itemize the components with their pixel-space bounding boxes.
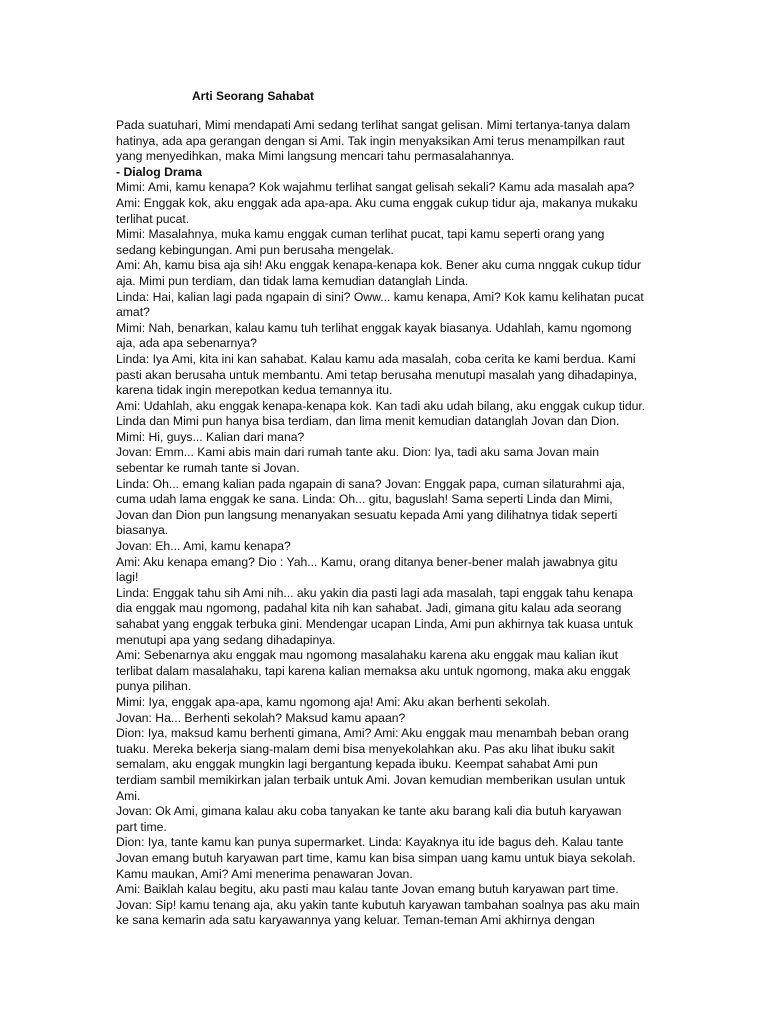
text-line: Ami: Ah, kamu bisa aja sih! Aku enggak kenapa-kenapa kok. Bener aku cuma nnggak cukup tidur [116, 258, 642, 273]
text-line: Linda: Oh... emang kalian pada ngapain di sana? Jovan: Enggak papa, cuman silaturahmi aja, [116, 476, 625, 491]
text-line: karena tidak ingin merepotkan kedua temannya itu. [116, 383, 393, 398]
text-line: Ami. [116, 788, 141, 803]
text-line: semalam, aku enggak mungkin lagi bergantung kepada ibuku. Keempat sahabat Ami pun [116, 757, 598, 772]
document-title: Arti Seorang Sahabat [192, 89, 315, 103]
text-line: hatinya, ada apa gerangan dengan si Ami. Tak ingin menyaksikan Ami terus menampilkan raut [116, 133, 625, 148]
text-line: Mimi: Ami, kamu kenapa? Kok wajahmu terlihat sangat gelisah sekali? Kamu ada masalah apa? [116, 180, 635, 195]
text-line: aja. Mimi pun terdiam, dan tidak lama kemudian datanglah Linda. [116, 273, 469, 288]
text-line: dia enggak mau ngomong, padahal kita nih kan sahabat. Jadi, gimana gitu kalau ada seorang [116, 601, 622, 616]
text-line: tuaku. Mereka bekerja siang-malam demi bisa menyekolahkan aku. Pas aku lihat ibuku sakit [116, 741, 615, 756]
text-line: Jovan: Ok Ami, gimana kalau aku coba tanyakan ke tante aku barang kali dia butuh karyawan [116, 804, 622, 819]
text-line: Dion: Iya, maksud kamu berhenti gimana, Ami? Ami: Aku enggak mau menambah beban orang [116, 726, 629, 741]
text-line: sebentar ke rumah tante si Jovan. [116, 461, 300, 476]
text-line: cuma udah lama enggak ke sana. Linda: Oh... gitu, baguslah! Sama seperti Linda dan Mimi, [116, 492, 613, 507]
text-line: Ami: Udahlah, aku enggak kenapa-kenapa kok. Kan tadi aku udah bilang, aku enggak cukup tidur. [116, 398, 646, 413]
text-line: sedang kebingungan. Ami pun berusaha mengelak. [116, 242, 394, 257]
text-line: terlibat dalam masalahaku, tapi karena kalian memaksa aku untuk ngomong, maka aku enggak [116, 663, 631, 678]
text-line: Jovan: Sip! kamu tenang aja, aku yakin tante kubutuh karyawan tambahan soalnya pas aku main [116, 897, 640, 912]
text-line: amat? [116, 305, 150, 320]
text-line: Jovan: Ha... Berhenti sekolah? Maksud kamu apaan? [116, 710, 406, 725]
text-line: lagi! [116, 570, 139, 585]
text-line: Kamu maukan, Ami? Ami menerima penawaran Jovan. [116, 866, 413, 881]
text-line: Dion: Iya, tante kamu kan punya supermarket. Linda: Kayaknya itu ide bagus deh. Kalau tante [116, 835, 624, 850]
text-line: Jovan dan Dion pun langsung menanyakan sesuatu kepada Ami yang dilihatnya tidak seperti [116, 507, 618, 522]
text-line: Linda dan Mimi pun hanya bisa terdiam, dan lima menit kemudian datanglah Jovan dan Dion. [116, 414, 620, 429]
text-line: Mimi: Hi, guys... Kalian dari mana? [116, 429, 305, 444]
text-line: Mimi: Masalahnya, muka kamu enggak cuman terlihat pucat, tapi kamu seperti orang yang [116, 227, 605, 242]
text-line: Mimi: Nah, benarkan, kalau kamu tuh terlihat enggak kayak biasanya. Udahlah, kamu ngomong [116, 320, 632, 335]
text-line: Ami: Sebenarnya aku enggak mau ngomong masalahaku karena aku enggak mau kalian ikut [116, 648, 619, 663]
text-line: Ami: Aku kenapa emang? Dio : Yah... Kamu, orang ditanya bener-bener malah jawabnya gitu [116, 554, 618, 569]
text-line: Linda: Enggak tahu sih Ami nih... aku yakin dia pasti lagi ada masalah, tapi enggak tahu kenapa [116, 585, 633, 600]
text-line: aja, ada apa sebenarnya? [116, 336, 257, 351]
text-line: Ami: Baiklah kalau begitu, aku pasti mau kalau tante Jovan emang butuh karyawan part time. [116, 882, 619, 897]
text-line: Mimi: Iya, enggak apa-apa, kamu ngomong aja! Ami: Aku akan berhenti sekolah. [116, 694, 551, 709]
text-line: biasanya. [116, 523, 169, 538]
text-line: Ami: Enggak kok, aku enggak ada apa-apa. Aku cuma enggak cukup tidur aja, makanya mukaku [116, 195, 638, 210]
document-body [116, 118, 656, 929]
text-line: Pada suatuhari, Mimi mendapati Ami sedang terlihat sangat gelisan. Mimi tertanya-tanya dalam [116, 118, 631, 132]
text-line: Jovan: Eh... Ami, kamu kenapa? [116, 539, 291, 554]
text-line: terdiam sambil memikirkan jalan terbaik untuk Ami. Jovan kemudian memberikan usulan untuk [116, 772, 626, 787]
text-line: pasti akan berusaha untuk membantu. Ami tetap berusaha menutupi masalah yang dihadapinya, [116, 367, 638, 382]
text-line: terlihat pucat. [116, 211, 190, 226]
text-line: Linda: Iya Ami, kita ini kan sahabat. Kalau kamu ada masalah, coba cerita ke kami berdua. Kami [116, 351, 636, 366]
text-line: Jovan: Emm... Kami abis main dari rumah tante aku. Dion: Iya, tadi aku sama Jovan main [116, 445, 599, 460]
text-line: ke sana kemarin ada satu karyawannya yang keluar. Teman-teman Ami akhirnya dengan [116, 913, 595, 928]
text-line: Jovan emang butuh karyawan part time, kamu kan bisa simpan uang kamu untuk biaya sekolah. [116, 850, 636, 865]
text-line: sahabat yang enggak terbuka gini. Mendengar ucapan Linda, Ami pun akhirnya tak kuasa untuk [116, 617, 633, 631]
text-line: yang menyedihkan, maka Mimi langsung mencari tahu permasalahannya. [116, 149, 515, 164]
section-heading: - Dialog Drama [116, 164, 203, 179]
text-line: menutupi apa yang sedang dihadapinya. [116, 632, 336, 647]
text-line: punya pilihan. [116, 679, 192, 694]
text-line: part time. [116, 819, 167, 834]
text-line: Linda: Hai, kalian lagi pada ngapain di sini? Oww... kamu kenapa, Ami? Kok kamu kelihatan pucat [116, 289, 644, 304]
